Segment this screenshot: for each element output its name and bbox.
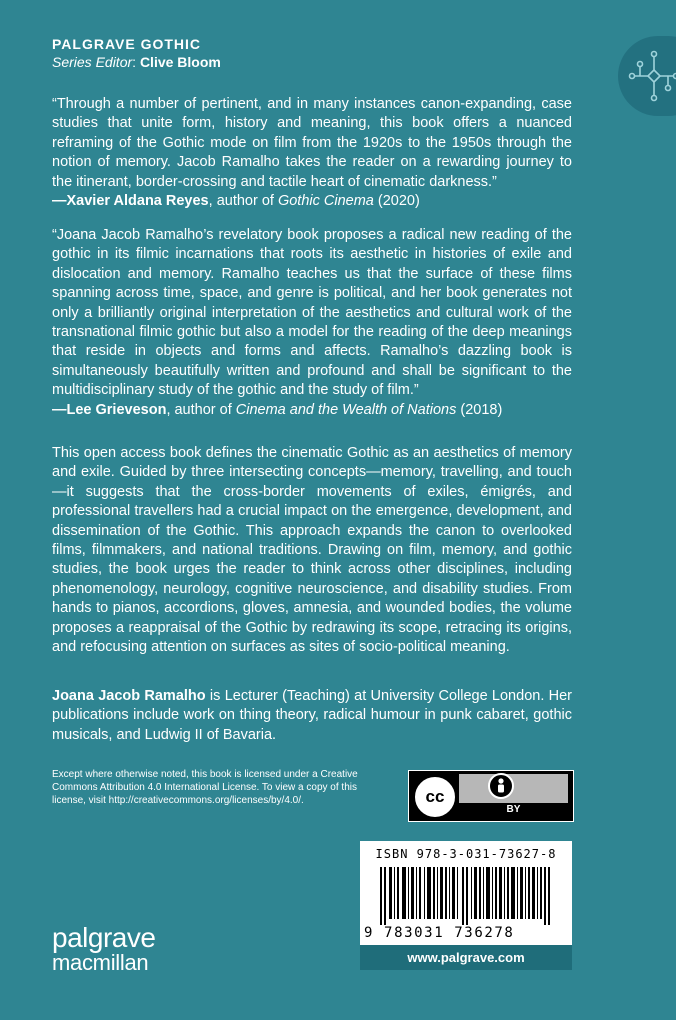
barcode-bars	[378, 867, 558, 925]
author-bio-text: is Lecturer (Teaching) at University College London. Her publications include work on thing theory, radical humour in punk cabaret, gothic musicals, and Ludwig II of Bavaria.	[52, 688, 572, 743]
cc-by-label: BY	[459, 803, 568, 817]
series-editor	[52, 53, 221, 72]
praise-quote-1-text: “Through a number of pertinent, and in many instances canon-expanding, case studies that unite form, history and meaning, this book offers a nuanced reframing of the Gothic mode on film from the 1920s to the 1950s through the notion of memory. Jacob Ramalho takes the reader on a rewarding journey to the itinerant, border-crossing and tactile heart of cinematic darkness.”	[52, 96, 572, 190]
praise-quote-1-author: —Xavier Aldana Reyes	[52, 193, 209, 210]
praise-quote-2-work: Cinema and the Wealth of Nations	[235, 401, 457, 418]
series-block	[52, 35, 221, 72]
praise-quote-2-text: “Joana Jacob Ramalho’s revelatory book proposes a radical new reading of the gothic in its filmic incarnations that roots its aesthetic in histories of exile and dislocation and memory. Ramalho teaches us that the surface of these films spanning across time, space, and genre is political, and her book generates not only a brilliantly original interpretation of the aesthetics and cultural work of the transnational filmic gothic but also a model for the reading of the deep meanings that reside in objects and forms and affects. Ramalho’s dazzling book is simultaneously beautifully written and profound and shall be significant to the multidisciplinary study of the gothic and the study of film.”	[52, 227, 572, 399]
book-description: This open access book defines the cinematic Gothic as an aesthetics of memory and exile. Guided by three intersecting concepts—memory, travelling, and touch—it suggests that the cross-border movements of exiles, émigrés, and professional travellers had a crucial impact on the emergence, development, and dissemination of the Gothic. This approach expands the canon to overlooked films, filmmakers, and national traditions. Drawing on film, memory, and gothic studies, the book urges the reader to think across other disciplines, including phenomenology, neurology, cognitive neuroscience, and disability studies. From hands to pianos, accordions, gloves, amnesia, and wounded bodies, the volume proposes a reappraisal of the Gothic by redrawing its scope, retracing its origins, and refocusing attention on surfaces as sites of socio-political meaning.	[52, 445, 572, 656]
publisher-logo	[52, 922, 156, 975]
praise-quote-2-year: (2018)	[456, 401, 503, 418]
publisher-url[interactable]: www.palgrave.com	[360, 945, 572, 970]
network-icon	[622, 42, 676, 110]
publisher-logo-line2: macmillan	[52, 950, 149, 975]
isbn-label: ISBN 978-3-031-73627-8	[375, 847, 557, 861]
series-editor-separator: :	[132, 54, 137, 70]
attribution-person-icon	[488, 773, 514, 799]
cc-by-badge	[408, 770, 574, 822]
barcode-digits: 9 783031 736278	[364, 925, 515, 941]
barcode-box	[360, 841, 572, 945]
praise-quote-1-attr-mid: , author of	[208, 193, 278, 210]
praise-quote-1-year: (2020)	[373, 193, 420, 210]
praise-quote-1-work: Gothic Cinema	[277, 193, 374, 210]
series-editor-name: Clive Bloom	[139, 54, 221, 70]
praise-quote-2	[52, 226, 572, 420]
author-bio-name: Joana Jacob Ramalho	[52, 688, 206, 704]
praise-quote-2-attr-mid: , author of	[166, 401, 236, 418]
series-badge	[618, 36, 676, 116]
publisher-logo-line1: palgrave	[52, 922, 156, 953]
license-notice: Except where otherwise noted, this book is licensed under a Creative Commons Attribution 4.0 International License. To view a copy of this license, visit http://creativecommons.org/licenses/by/4.0/.	[52, 769, 358, 807]
author-bio	[52, 687, 572, 745]
series-title: PALGRAVE GOTHIC	[52, 36, 202, 52]
praise-quote-1	[52, 95, 572, 211]
cc-logo-icon: cc	[415, 777, 455, 817]
praise-quote-2-attribution	[52, 401, 572, 420]
series-editor-label: Series Editor	[52, 54, 133, 70]
praise-quote-2-author: —Lee Grieveson	[52, 401, 167, 418]
praise-quote-1-attribution	[52, 192, 572, 211]
